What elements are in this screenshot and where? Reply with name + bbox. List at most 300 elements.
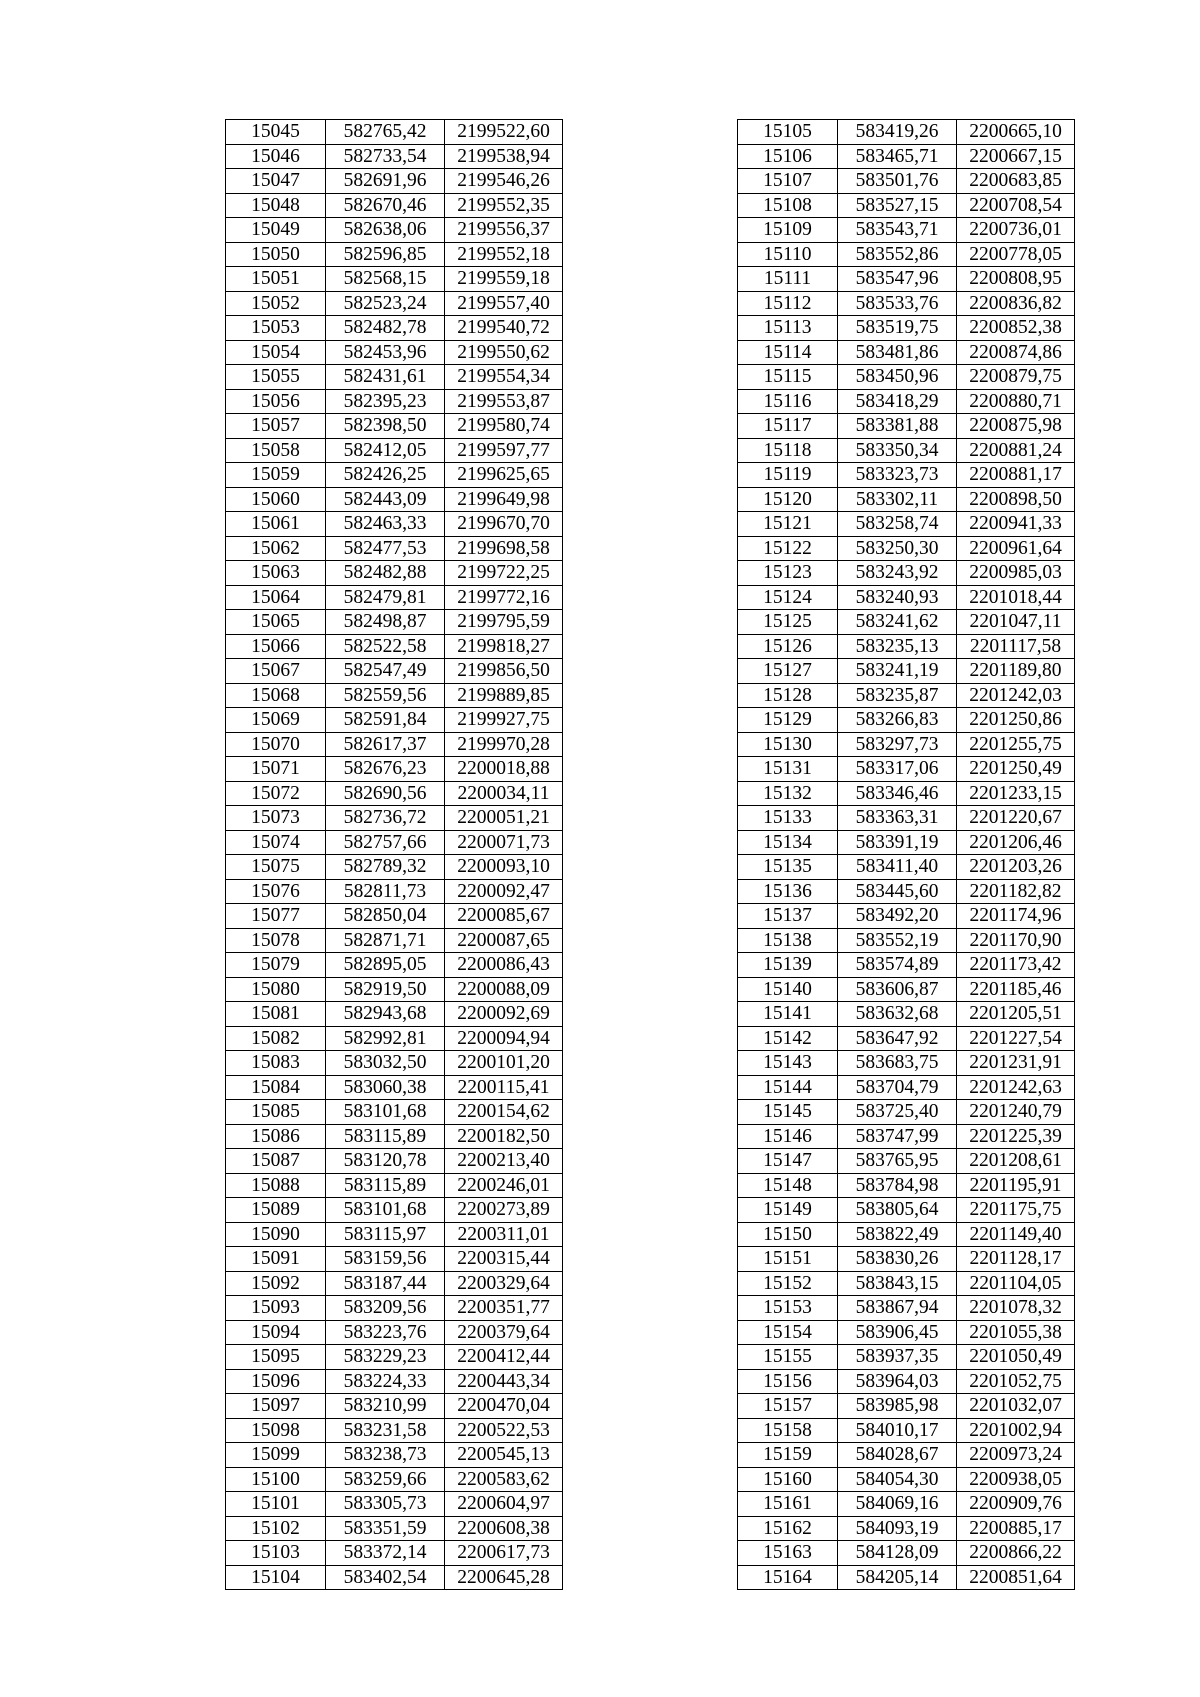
y-coordinate-cell: 2201055,38 bbox=[957, 1320, 1075, 1345]
x-coordinate-cell: 582547,49 bbox=[326, 659, 445, 684]
point-number-cell: 15069 bbox=[226, 708, 326, 733]
x-coordinate-cell: 583159,56 bbox=[326, 1247, 445, 1272]
y-coordinate-cell: 2199772,16 bbox=[445, 585, 563, 610]
table-row bbox=[226, 904, 563, 929]
point-number-cell: 15045 bbox=[226, 120, 326, 145]
point-number-cell: 15117 bbox=[738, 414, 838, 439]
point-number-cell: 15137 bbox=[738, 904, 838, 929]
point-number-cell: 15119 bbox=[738, 463, 838, 488]
x-coordinate-cell: 582463,33 bbox=[326, 512, 445, 537]
table-row bbox=[738, 708, 1075, 733]
point-number-cell: 15092 bbox=[226, 1271, 326, 1296]
y-coordinate-cell: 2199722,25 bbox=[445, 561, 563, 586]
point-number-cell: 15055 bbox=[226, 365, 326, 390]
x-coordinate-cell: 582895,05 bbox=[326, 953, 445, 978]
table-row bbox=[738, 757, 1075, 782]
y-coordinate-cell: 2199552,35 bbox=[445, 193, 563, 218]
y-coordinate-cell: 2201203,26 bbox=[957, 855, 1075, 880]
table-row bbox=[738, 120, 1075, 145]
table-row bbox=[738, 438, 1075, 463]
x-coordinate-cell: 583381,88 bbox=[838, 414, 957, 439]
point-number-cell: 15054 bbox=[226, 340, 326, 365]
y-coordinate-cell: 2201018,44 bbox=[957, 585, 1075, 610]
point-number-cell: 15164 bbox=[738, 1565, 838, 1590]
point-number-cell: 15060 bbox=[226, 487, 326, 512]
table-row bbox=[226, 365, 563, 390]
point-number-cell: 15057 bbox=[226, 414, 326, 439]
point-number-cell: 15058 bbox=[226, 438, 326, 463]
point-number-cell: 15136 bbox=[738, 879, 838, 904]
x-coordinate-cell: 582638,06 bbox=[326, 218, 445, 243]
point-number-cell: 15147 bbox=[738, 1149, 838, 1174]
point-number-cell: 15097 bbox=[226, 1394, 326, 1419]
y-coordinate-cell: 2200273,89 bbox=[445, 1198, 563, 1223]
x-coordinate-cell: 583606,87 bbox=[838, 977, 957, 1002]
table-row bbox=[738, 977, 1075, 1002]
y-coordinate-cell: 2201078,32 bbox=[957, 1296, 1075, 1321]
x-coordinate-cell: 583843,15 bbox=[838, 1271, 957, 1296]
y-coordinate-cell: 2200071,73 bbox=[445, 830, 563, 855]
y-coordinate-cell: 2201242,63 bbox=[957, 1075, 1075, 1100]
x-coordinate-cell: 583229,23 bbox=[326, 1345, 445, 1370]
y-coordinate-cell: 2200778,05 bbox=[957, 242, 1075, 267]
table-row bbox=[226, 1516, 563, 1541]
point-number-cell: 15152 bbox=[738, 1271, 838, 1296]
point-number-cell: 15115 bbox=[738, 365, 838, 390]
table-row bbox=[226, 1124, 563, 1149]
point-number-cell: 15070 bbox=[226, 732, 326, 757]
table-row bbox=[738, 267, 1075, 292]
point-number-cell: 15121 bbox=[738, 512, 838, 537]
point-number-cell: 15134 bbox=[738, 830, 838, 855]
point-number-cell: 15144 bbox=[738, 1075, 838, 1100]
y-coordinate-cell: 2200885,17 bbox=[957, 1516, 1075, 1541]
table-row bbox=[226, 1418, 563, 1443]
y-coordinate-cell: 2200881,17 bbox=[957, 463, 1075, 488]
point-number-cell: 15093 bbox=[226, 1296, 326, 1321]
x-coordinate-cell: 583120,78 bbox=[326, 1149, 445, 1174]
point-number-cell: 15098 bbox=[226, 1418, 326, 1443]
x-coordinate-cell: 583223,76 bbox=[326, 1320, 445, 1345]
x-coordinate-cell: 583302,11 bbox=[838, 487, 957, 512]
x-coordinate-cell: 583391,19 bbox=[838, 830, 957, 855]
table-row bbox=[738, 1565, 1075, 1590]
y-coordinate-cell: 2200874,86 bbox=[957, 340, 1075, 365]
table-row bbox=[738, 928, 1075, 953]
point-number-cell: 15112 bbox=[738, 291, 838, 316]
x-coordinate-cell: 583305,73 bbox=[326, 1492, 445, 1517]
table-row bbox=[738, 169, 1075, 194]
point-number-cell: 15081 bbox=[226, 1002, 326, 1027]
y-coordinate-cell: 2200961,64 bbox=[957, 536, 1075, 561]
point-number-cell: 15080 bbox=[226, 977, 326, 1002]
table-row bbox=[226, 1149, 563, 1174]
point-number-cell: 15068 bbox=[226, 683, 326, 708]
table-row bbox=[738, 242, 1075, 267]
y-coordinate-cell: 2199889,85 bbox=[445, 683, 563, 708]
x-coordinate-cell: 583266,83 bbox=[838, 708, 957, 733]
table-row bbox=[226, 536, 563, 561]
table-row bbox=[738, 389, 1075, 414]
x-coordinate-cell: 583533,76 bbox=[838, 291, 957, 316]
table-row bbox=[226, 953, 563, 978]
x-coordinate-cell: 582453,96 bbox=[326, 340, 445, 365]
x-coordinate-cell: 583210,99 bbox=[326, 1394, 445, 1419]
point-number-cell: 15086 bbox=[226, 1124, 326, 1149]
table-row bbox=[738, 634, 1075, 659]
x-coordinate-cell: 582757,66 bbox=[326, 830, 445, 855]
table-row bbox=[226, 610, 563, 635]
table-row bbox=[738, 1541, 1075, 1566]
x-coordinate-cell: 583297,73 bbox=[838, 732, 957, 757]
point-number-cell: 15146 bbox=[738, 1124, 838, 1149]
x-coordinate-cell: 583445,60 bbox=[838, 879, 957, 904]
table-row bbox=[226, 1565, 563, 1590]
y-coordinate-cell: 2199625,65 bbox=[445, 463, 563, 488]
table-row bbox=[738, 291, 1075, 316]
table-row bbox=[226, 1394, 563, 1419]
y-coordinate-cell: 2200018,88 bbox=[445, 757, 563, 782]
table-row bbox=[738, 1516, 1075, 1541]
x-coordinate-cell: 583964,03 bbox=[838, 1369, 957, 1394]
table-row bbox=[226, 1222, 563, 1247]
y-coordinate-cell: 2200941,33 bbox=[957, 512, 1075, 537]
y-coordinate-cell: 2199522,60 bbox=[445, 120, 563, 145]
x-coordinate-cell: 582498,87 bbox=[326, 610, 445, 635]
table-row bbox=[738, 414, 1075, 439]
y-coordinate-cell: 2200087,65 bbox=[445, 928, 563, 953]
x-coordinate-cell: 582670,46 bbox=[326, 193, 445, 218]
x-coordinate-cell: 582676,23 bbox=[326, 757, 445, 782]
x-coordinate-cell: 583238,73 bbox=[326, 1443, 445, 1468]
y-coordinate-cell: 2201208,61 bbox=[957, 1149, 1075, 1174]
point-number-cell: 15090 bbox=[226, 1222, 326, 1247]
y-coordinate-cell: 2200329,64 bbox=[445, 1271, 563, 1296]
x-coordinate-cell: 583574,89 bbox=[838, 953, 957, 978]
x-coordinate-cell: 583187,44 bbox=[326, 1271, 445, 1296]
point-number-cell: 15105 bbox=[738, 120, 838, 145]
x-coordinate-cell: 584028,67 bbox=[838, 1443, 957, 1468]
x-coordinate-cell: 583350,34 bbox=[838, 438, 957, 463]
table-row bbox=[738, 340, 1075, 365]
y-coordinate-cell: 2201173,42 bbox=[957, 953, 1075, 978]
y-coordinate-cell: 2199795,59 bbox=[445, 610, 563, 635]
table-row bbox=[738, 1198, 1075, 1223]
x-coordinate-cell: 582479,81 bbox=[326, 585, 445, 610]
table-row bbox=[226, 806, 563, 831]
x-coordinate-cell: 583101,68 bbox=[326, 1100, 445, 1125]
point-number-cell: 15162 bbox=[738, 1516, 838, 1541]
point-number-cell: 15071 bbox=[226, 757, 326, 782]
table-row bbox=[738, 1075, 1075, 1100]
table-row bbox=[226, 267, 563, 292]
y-coordinate-cell: 2200938,05 bbox=[957, 1467, 1075, 1492]
y-coordinate-cell: 2200852,38 bbox=[957, 316, 1075, 341]
y-coordinate-cell: 2200115,41 bbox=[445, 1075, 563, 1100]
table-row bbox=[738, 781, 1075, 806]
table-row bbox=[738, 316, 1075, 341]
x-coordinate-cell: 582482,88 bbox=[326, 561, 445, 586]
point-number-cell: 15155 bbox=[738, 1345, 838, 1370]
table-row bbox=[738, 1222, 1075, 1247]
table-row bbox=[226, 634, 563, 659]
table-row bbox=[226, 1247, 563, 1272]
x-coordinate-cell: 583032,50 bbox=[326, 1051, 445, 1076]
y-coordinate-cell: 2199927,75 bbox=[445, 708, 563, 733]
point-number-cell: 15153 bbox=[738, 1296, 838, 1321]
y-coordinate-cell: 2201255,75 bbox=[957, 732, 1075, 757]
y-coordinate-cell: 2199970,28 bbox=[445, 732, 563, 757]
x-coordinate-cell: 583258,74 bbox=[838, 512, 957, 537]
y-coordinate-cell: 2201233,15 bbox=[957, 781, 1075, 806]
x-coordinate-cell: 582919,50 bbox=[326, 977, 445, 1002]
y-coordinate-cell: 2199559,18 bbox=[445, 267, 563, 292]
table-row bbox=[226, 683, 563, 708]
x-coordinate-cell: 583985,98 bbox=[838, 1394, 957, 1419]
table-row bbox=[226, 1345, 563, 1370]
y-coordinate-cell: 2200851,64 bbox=[957, 1565, 1075, 1590]
point-number-cell: 15118 bbox=[738, 438, 838, 463]
x-coordinate-cell: 583552,86 bbox=[838, 242, 957, 267]
x-coordinate-cell: 583501,76 bbox=[838, 169, 957, 194]
table-row bbox=[226, 1002, 563, 1027]
x-coordinate-cell: 582850,04 bbox=[326, 904, 445, 929]
point-number-cell: 15101 bbox=[226, 1492, 326, 1517]
y-coordinate-cell: 2201104,05 bbox=[957, 1271, 1075, 1296]
point-number-cell: 15148 bbox=[738, 1173, 838, 1198]
y-coordinate-cell: 2200866,22 bbox=[957, 1541, 1075, 1566]
x-coordinate-cell: 583372,14 bbox=[326, 1541, 445, 1566]
point-number-cell: 15128 bbox=[738, 683, 838, 708]
table-row bbox=[226, 340, 563, 365]
y-coordinate-cell: 2200898,50 bbox=[957, 487, 1075, 512]
point-number-cell: 15049 bbox=[226, 218, 326, 243]
table-row bbox=[738, 732, 1075, 757]
point-number-cell: 15135 bbox=[738, 855, 838, 880]
table-row bbox=[738, 659, 1075, 684]
y-coordinate-cell: 2201032,07 bbox=[957, 1394, 1075, 1419]
point-number-cell: 15145 bbox=[738, 1100, 838, 1125]
x-coordinate-cell: 583632,68 bbox=[838, 1002, 957, 1027]
point-number-cell: 15131 bbox=[738, 757, 838, 782]
point-number-cell: 15066 bbox=[226, 634, 326, 659]
y-coordinate-cell: 2200086,43 bbox=[445, 953, 563, 978]
table-row bbox=[738, 144, 1075, 169]
x-coordinate-cell: 582617,37 bbox=[326, 732, 445, 757]
table-row bbox=[226, 193, 563, 218]
point-number-cell: 15061 bbox=[226, 512, 326, 537]
point-number-cell: 15064 bbox=[226, 585, 326, 610]
table-row bbox=[226, 1100, 563, 1125]
x-coordinate-cell: 582871,71 bbox=[326, 928, 445, 953]
table-row bbox=[226, 144, 563, 169]
x-coordinate-cell: 583418,29 bbox=[838, 389, 957, 414]
point-number-cell: 15141 bbox=[738, 1002, 838, 1027]
point-number-cell: 15074 bbox=[226, 830, 326, 855]
table-row bbox=[738, 904, 1075, 929]
point-number-cell: 15073 bbox=[226, 806, 326, 831]
table-row bbox=[226, 1443, 563, 1468]
table-row bbox=[226, 977, 563, 1002]
x-coordinate-cell: 584093,19 bbox=[838, 1516, 957, 1541]
x-coordinate-cell: 583784,98 bbox=[838, 1173, 957, 1198]
table-row bbox=[226, 291, 563, 316]
point-number-cell: 15059 bbox=[226, 463, 326, 488]
x-coordinate-cell: 582691,96 bbox=[326, 169, 445, 194]
table-row bbox=[738, 1173, 1075, 1198]
y-coordinate-cell: 2200665,10 bbox=[957, 120, 1075, 145]
point-number-cell: 15109 bbox=[738, 218, 838, 243]
x-coordinate-cell: 583647,92 bbox=[838, 1026, 957, 1051]
table-body bbox=[226, 120, 563, 1590]
point-number-cell: 15052 bbox=[226, 291, 326, 316]
table-row bbox=[738, 1369, 1075, 1394]
x-coordinate-cell: 582789,32 bbox=[326, 855, 445, 880]
y-coordinate-cell: 2200985,03 bbox=[957, 561, 1075, 586]
x-coordinate-cell: 582523,24 bbox=[326, 291, 445, 316]
y-coordinate-cell: 2201206,46 bbox=[957, 830, 1075, 855]
table-row bbox=[226, 438, 563, 463]
y-coordinate-cell: 2200092,69 bbox=[445, 1002, 563, 1027]
x-coordinate-cell: 583527,15 bbox=[838, 193, 957, 218]
x-coordinate-cell: 582596,85 bbox=[326, 242, 445, 267]
x-coordinate-cell: 583543,71 bbox=[838, 218, 957, 243]
y-coordinate-cell: 2199597,77 bbox=[445, 438, 563, 463]
point-number-cell: 15163 bbox=[738, 1541, 838, 1566]
table-row bbox=[226, 218, 563, 243]
point-number-cell: 15072 bbox=[226, 781, 326, 806]
x-coordinate-cell: 584010,17 bbox=[838, 1418, 957, 1443]
y-coordinate-cell: 2201227,54 bbox=[957, 1026, 1075, 1051]
y-coordinate-cell: 2200092,47 bbox=[445, 879, 563, 904]
y-coordinate-cell: 2200881,24 bbox=[957, 438, 1075, 463]
x-coordinate-cell: 583747,99 bbox=[838, 1124, 957, 1149]
y-coordinate-cell: 2200101,20 bbox=[445, 1051, 563, 1076]
point-number-cell: 15151 bbox=[738, 1247, 838, 1272]
y-coordinate-cell: 2200315,44 bbox=[445, 1247, 563, 1272]
point-number-cell: 15063 bbox=[226, 561, 326, 586]
x-coordinate-cell: 583235,87 bbox=[838, 683, 957, 708]
x-coordinate-cell: 583060,38 bbox=[326, 1075, 445, 1100]
y-coordinate-cell: 2199856,50 bbox=[445, 659, 563, 684]
y-coordinate-cell: 2201149,40 bbox=[957, 1222, 1075, 1247]
y-coordinate-cell: 2200094,94 bbox=[445, 1026, 563, 1051]
table-row bbox=[226, 242, 563, 267]
x-coordinate-cell: 582395,23 bbox=[326, 389, 445, 414]
y-coordinate-cell: 2200617,73 bbox=[445, 1541, 563, 1566]
point-number-cell: 15139 bbox=[738, 953, 838, 978]
x-coordinate-cell: 583465,71 bbox=[838, 144, 957, 169]
table-row bbox=[738, 1051, 1075, 1076]
y-coordinate-cell: 2199540,72 bbox=[445, 316, 563, 341]
x-coordinate-cell: 582992,81 bbox=[326, 1026, 445, 1051]
table-row bbox=[226, 1492, 563, 1517]
table-row bbox=[226, 1320, 563, 1345]
y-coordinate-cell: 2199552,18 bbox=[445, 242, 563, 267]
point-number-cell: 15083 bbox=[226, 1051, 326, 1076]
point-number-cell: 15108 bbox=[738, 193, 838, 218]
y-coordinate-cell: 2201002,94 bbox=[957, 1418, 1075, 1443]
point-number-cell: 15099 bbox=[226, 1443, 326, 1468]
table-row bbox=[738, 1467, 1075, 1492]
y-coordinate-cell: 2201050,49 bbox=[957, 1345, 1075, 1370]
point-number-cell: 15106 bbox=[738, 144, 838, 169]
x-coordinate-cell: 583519,75 bbox=[838, 316, 957, 341]
x-coordinate-cell: 583351,59 bbox=[326, 1516, 445, 1541]
y-coordinate-cell: 2200909,76 bbox=[957, 1492, 1075, 1517]
x-coordinate-cell: 583450,96 bbox=[838, 365, 957, 390]
point-number-cell: 15133 bbox=[738, 806, 838, 831]
y-coordinate-cell: 2199546,26 bbox=[445, 169, 563, 194]
y-coordinate-cell: 2201182,82 bbox=[957, 879, 1075, 904]
y-coordinate-cell: 2200351,77 bbox=[445, 1296, 563, 1321]
y-coordinate-cell: 2201240,79 bbox=[957, 1100, 1075, 1125]
table-row bbox=[226, 1198, 563, 1223]
y-coordinate-cell: 2200412,44 bbox=[445, 1345, 563, 1370]
table-row bbox=[226, 1369, 563, 1394]
x-coordinate-cell: 584128,09 bbox=[838, 1541, 957, 1566]
x-coordinate-cell: 583725,40 bbox=[838, 1100, 957, 1125]
table-row bbox=[226, 659, 563, 684]
x-coordinate-cell: 583224,33 bbox=[326, 1369, 445, 1394]
table-row bbox=[226, 463, 563, 488]
x-coordinate-cell: 584205,14 bbox=[838, 1565, 957, 1590]
x-coordinate-cell: 583346,46 bbox=[838, 781, 957, 806]
x-coordinate-cell: 582426,25 bbox=[326, 463, 445, 488]
x-coordinate-cell: 583937,35 bbox=[838, 1345, 957, 1370]
y-coordinate-cell: 2200604,97 bbox=[445, 1492, 563, 1517]
point-number-cell: 15102 bbox=[226, 1516, 326, 1541]
x-coordinate-cell: 582477,53 bbox=[326, 536, 445, 561]
x-coordinate-cell: 583867,94 bbox=[838, 1296, 957, 1321]
x-coordinate-cell: 583830,26 bbox=[838, 1247, 957, 1272]
point-number-cell: 15051 bbox=[226, 267, 326, 292]
point-number-cell: 15124 bbox=[738, 585, 838, 610]
y-coordinate-cell: 2201220,67 bbox=[957, 806, 1075, 831]
y-coordinate-cell: 2201225,39 bbox=[957, 1124, 1075, 1149]
table-row bbox=[226, 928, 563, 953]
table-row bbox=[226, 1467, 563, 1492]
table-row bbox=[226, 1173, 563, 1198]
point-number-cell: 15076 bbox=[226, 879, 326, 904]
y-coordinate-cell: 2201128,17 bbox=[957, 1247, 1075, 1272]
table-row bbox=[226, 561, 563, 586]
table-row bbox=[738, 1345, 1075, 1370]
y-coordinate-cell: 2200085,67 bbox=[445, 904, 563, 929]
point-number-cell: 15123 bbox=[738, 561, 838, 586]
y-coordinate-cell: 2200608,38 bbox=[445, 1516, 563, 1541]
x-coordinate-cell: 583243,92 bbox=[838, 561, 957, 586]
point-number-cell: 15154 bbox=[738, 1320, 838, 1345]
x-coordinate-cell: 583209,56 bbox=[326, 1296, 445, 1321]
y-coordinate-cell: 2200708,54 bbox=[957, 193, 1075, 218]
x-coordinate-cell: 582398,50 bbox=[326, 414, 445, 439]
table-row bbox=[226, 855, 563, 880]
x-coordinate-cell: 583805,64 bbox=[838, 1198, 957, 1223]
y-coordinate-cell: 2200246,01 bbox=[445, 1173, 563, 1198]
point-number-cell: 15056 bbox=[226, 389, 326, 414]
point-number-cell: 15047 bbox=[226, 169, 326, 194]
table-row bbox=[738, 1124, 1075, 1149]
coordinates-table-left bbox=[225, 119, 563, 1590]
point-number-cell: 15048 bbox=[226, 193, 326, 218]
table-row bbox=[226, 316, 563, 341]
y-coordinate-cell: 2200182,50 bbox=[445, 1124, 563, 1149]
table-row bbox=[738, 193, 1075, 218]
table-row bbox=[738, 830, 1075, 855]
y-coordinate-cell: 2201231,91 bbox=[957, 1051, 1075, 1076]
table-row bbox=[738, 1271, 1075, 1296]
